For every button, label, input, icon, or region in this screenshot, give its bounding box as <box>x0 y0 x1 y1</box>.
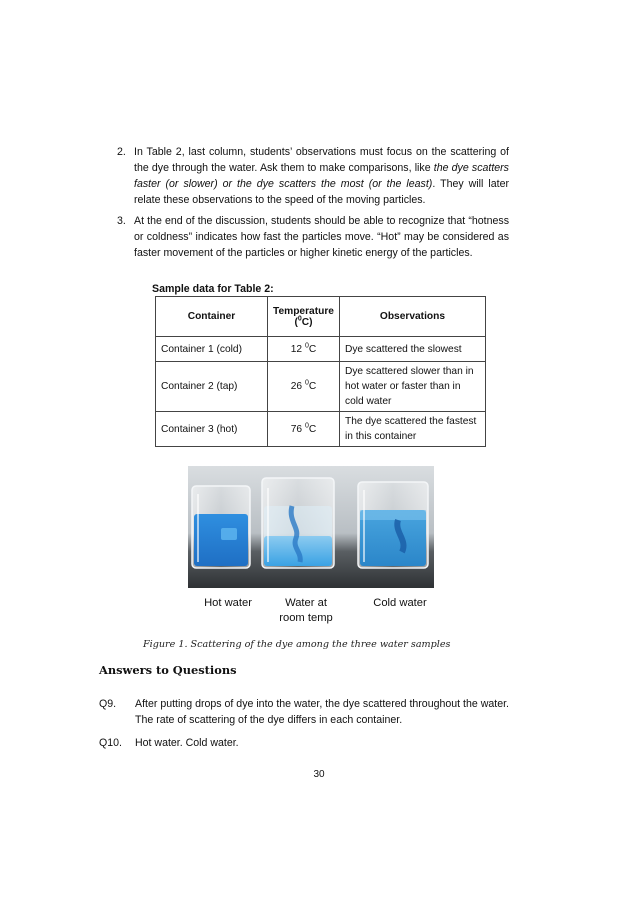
cell-container: Container 3 (hot) <box>156 412 268 447</box>
cell-observation: The dye scattered the fastest in this container <box>339 412 485 447</box>
sample-data-table <box>155 296 486 447</box>
table-row <box>156 337 486 362</box>
note-number: 2. <box>117 146 126 158</box>
answers-heading: Answers to Questions <box>99 663 237 677</box>
header-observations: Observations <box>339 297 485 337</box>
cell-observation: Dye scattered the slowest <box>339 337 485 362</box>
cell-observation: Dye scattered slower than in hot water or faster than in cold water <box>339 362 485 412</box>
label-room-temp-water: Water at room temp <box>279 597 333 624</box>
cell-temperature: 76 $^0$C <box>268 412 340 447</box>
table-row <box>156 362 486 412</box>
note-text: At the end of the discussion, students should be able to recognize that “hotness or coldness” indicates how fast the particles move. “Hot” may be considered as faster movement of the particles or higher kinetic energy of the particles. <box>134 215 509 259</box>
beakers-photo <box>188 466 434 588</box>
label-hot-water: Hot water <box>204 597 252 609</box>
page-number: 30 <box>313 769 325 780</box>
beaker-hot <box>192 486 250 568</box>
figure-caption: Figure 1. Scattering of the dye among the three water samples <box>143 639 451 650</box>
cell-temperature: 26 $^0$C <box>268 362 340 412</box>
note-text: In Table 2, last column, students’ observations must focus on the scattering of the dye through the water. Ask them to make comparisons, like the dye scatters faster (or slower) or the dye scatters the most (or the least). They will later relate these observations to the speed of the moving particles. <box>134 146 509 206</box>
header-container: Container <box>156 297 268 337</box>
header-temperature: Temperature ($^0$C) <box>268 297 340 337</box>
cell-container: Container 2 (tap) <box>156 362 268 412</box>
beaker-room-temp <box>262 478 334 568</box>
table-caption: Sample data for Table 2: <box>152 283 274 295</box>
note-number: 3. <box>117 215 126 227</box>
label-cold-water: Cold water <box>373 597 427 609</box>
answer-text: After putting drops of dye into the water, the dye scattered throughout the water. The rate of scattering of the dye differs in each container. <box>135 698 509 726</box>
answer-text: Hot water. Cold water. <box>135 737 239 749</box>
beaker-cold <box>358 482 428 568</box>
table-row <box>156 412 486 447</box>
table-header-row <box>156 297 486 337</box>
question-number: Q10. <box>99 737 122 749</box>
cell-temperature: 12 $^0$C <box>268 337 340 362</box>
cell-container: Container 1 (cold) <box>156 337 268 362</box>
question-number: Q9. <box>99 698 117 710</box>
